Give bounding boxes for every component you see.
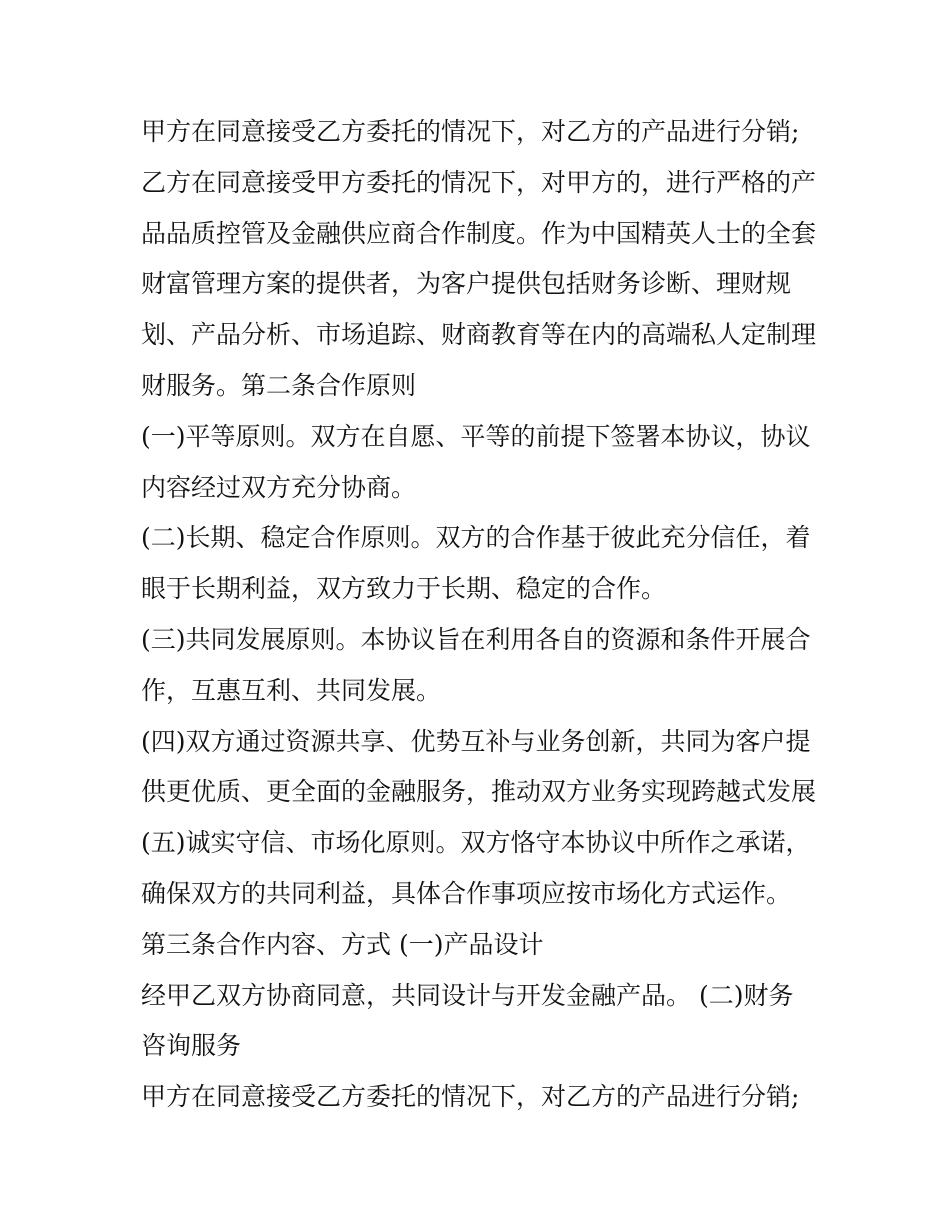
body-line: 确保双方的共同利益，具体合作事项应按市场化方式运作。	[141, 878, 792, 908]
body-line: 财服务。第二条合作原则	[141, 370, 417, 400]
body-line: (三)共同发展原则。本协议旨在利用各自的资源和条件开展合	[141, 624, 811, 654]
body-line: 作，互惠互利、共同发展。	[141, 675, 442, 705]
body-line: (二)长期、稳定合作原则。双方的合作基于彼此充分信任，着	[141, 523, 811, 553]
body-line: (五)诚实守信、市场化原则。双方恪守本协议中所作之承诺，	[141, 828, 811, 858]
body-line: 品品质控管及金融供应商合作制度。作为中国精英人士的全套	[141, 218, 817, 248]
body-line: (四)双方通过资源共享、优势互补与业务创新，共同为客户提	[141, 726, 811, 756]
body-line: 咨询服务	[141, 1031, 242, 1061]
body-line: 甲方在同意接受乙方委托的情况下，对乙方的产品进行分销;	[141, 1082, 800, 1112]
body-line: 甲方在同意接受乙方委托的情况下，对乙方的产品进行分销;	[141, 117, 800, 146]
document-body	[141, 107, 821, 1123]
body-line: 眼于长期利益，双方致力于长期、稳定的合作。	[141, 574, 667, 604]
body-line: 财富管理方案的提供者，为客户提供包括财务诊断、理财规	[141, 269, 792, 299]
body-line: 经甲乙双方协商同意，共同设计与开发金融产品。 (二)财务	[141, 980, 794, 1010]
body-line: 内容经过双方充分协商。	[141, 472, 417, 502]
body-line: (一)平等原则。双方在自愿、平等的前提下签署本协议，协议	[141, 421, 811, 451]
body-line: 供更优质、更全面的金融服务，推动双方业务实现跨越式发展	[141, 777, 817, 807]
body-line: 乙方在同意接受甲方委托的情况下，对甲方的，进行严格的产	[141, 167, 817, 197]
body-line: 划、产品分析、市场追踪、财商教育等在内的高端私人定制理	[141, 320, 817, 350]
body-line: 第三条合作内容、方式 (一)产品设计	[141, 929, 544, 959]
